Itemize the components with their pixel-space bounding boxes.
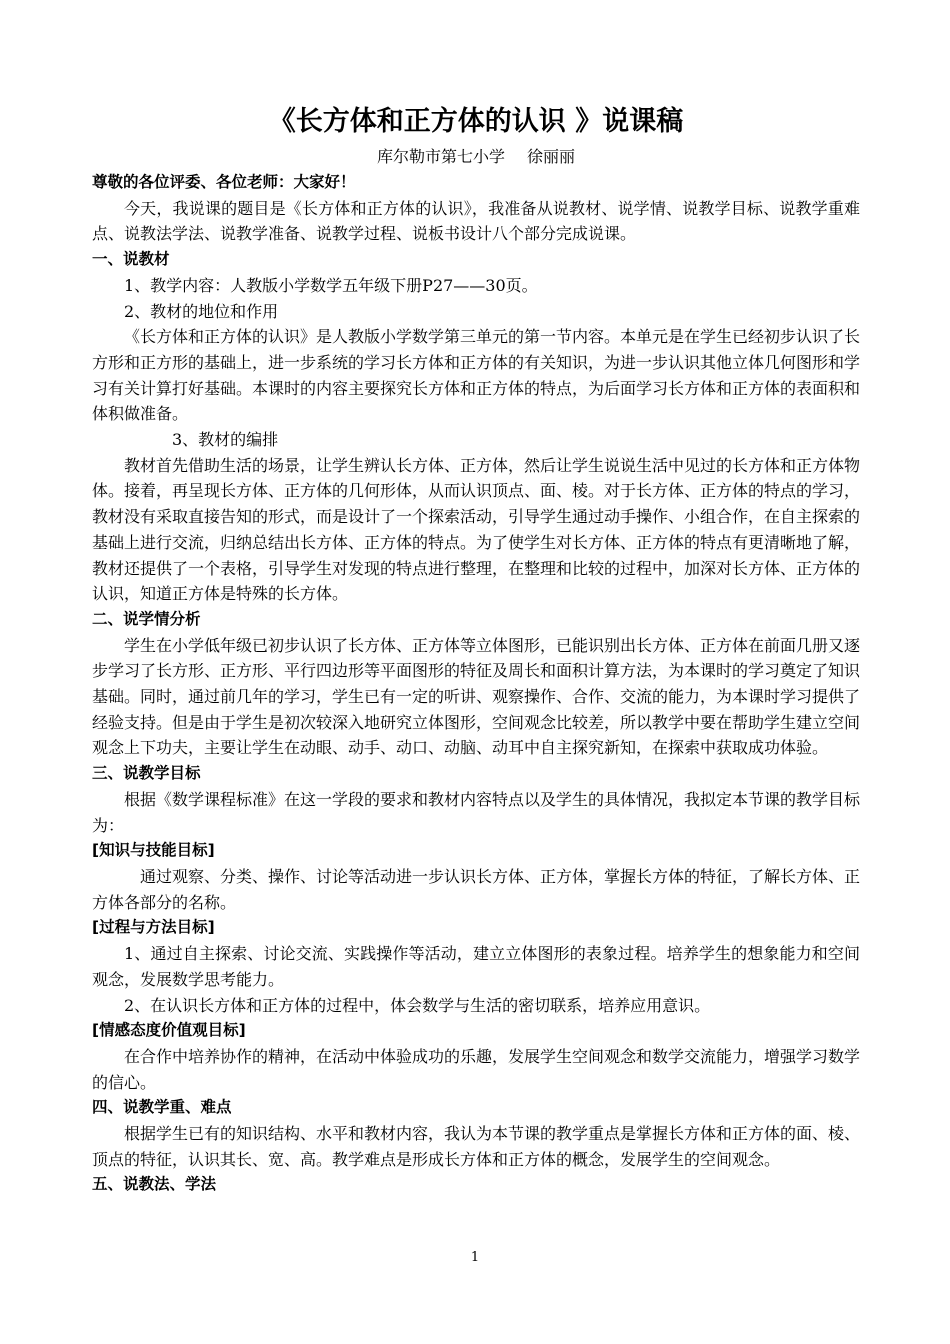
section-4-paragraph: 根据学生已有的知识结构、水平和教材内容，我认为本节课的教学重点是掌握长方体和正方体的面、棱、顶点的特征，认识其长、宽、高。教学难点是形成长方体和正方体的概念，发展学生的空间观念。 [92,1124,861,1169]
author-school: 库尔勒市第七小学 [376,147,505,166]
section-1-item-3: 3、教材的编排 [172,430,279,450]
section-1-heading: 一、说教材 [92,250,170,269]
section-1-item-2: 2、教材的地位和作用 [124,301,279,321]
section-3-paragraph: 根据《数学课程标准》在这一学段的要求和教材内容特点以及学生的具体情况，我拟定本节课的教学目标为： [92,789,861,835]
goal-2-item-1: 1、通过自主探索、讨论交流、实践操作等活动，建立立体图形的表象过程。培养学生的想象能力和空间观念，发展数学思考能力。 [92,944,860,989]
document-body [92,100,860,1198]
goal-2-item-2: 2、在认识长方体和正方体的过程中，体会数学与生活的密切联系，培养应用意识。 [124,995,711,1015]
goal-1-text: 通过观察、分类、操作、讨论等活动进一步认识长方体、正方体，掌握长方体的特征，了解长方体、正方体各部分的名称。 [92,866,861,912]
section-4-heading: 四、说教学重、难点 [92,1098,232,1117]
section-2-heading: 二、说学情分析 [92,609,201,628]
page-number: 1 [470,1250,480,1265]
section-3-heading: 三、说教学目标 [92,764,201,783]
goal-3-text: 在合作中培养协作的精神，在活动中体验成功的乐趣，发展学生空间观念和数学交流能力，增强学习数学的信心。 [92,1046,861,1092]
section-1-item-1: 1、教学内容：人教版小学数学五年级下册P27——30页。 [124,275,538,295]
goal-3-label: [情感态度价值观目标] [92,1021,246,1040]
goal-2-label: [过程与方法目标] [92,918,215,937]
intro-paragraph: 今天，我说课的题目是《长方体和正方体的认识》，我准备从说教材、说学情、说教学目标、说教学重难点、说教法学法、说教学准备、说教学过程、说板书设计八个部分完成说课。 [92,198,860,244]
goal-1-label: [知识与技能目标] [92,841,215,860]
section-1-paragraph-2: 《长方体和正方体的认识》是人教版小学数学第三单元的第一节内容。本单元是在学生已经初步认识了长方形和正方形的基础上，进一步系统的学习长方体和正方体的有关知识，为进一步认识其他立体几何图形和学习有关计算打好基础。本课时的内容主要探究长方体和正方体的特点，为后面学习长方体和正方体的表面积和体积做准备。 [92,327,861,424]
section-1-paragraph-3: 教材首先借助生活的场景，让学生辨认长方体、正方体，然后让学生说说生活中见过的长方体和正方体物体。接着，再呈现长方体、正方体的几何形体，从而认识顶点、面、棱。对于长方体、正方体的特点的学习，教材没有采取直接告知的形式，而是设计了一个探索活动，引导学生通过动手操作、小组合作，在自主探索的基础上进行交流，归纳总结出长方体、正方体的特点。为了使学生对长方体、正方体的特点有更清晰地了解，教材还提供了一个表格，引导学生对发现的特点进行整理，在整理和比较的过程中，加深对长方体、正方体的认识，知道正方体是特殊的长方体。 [92,455,861,604]
greeting: 尊敬的各位评委、各位老师：大家好！ [92,173,356,191]
author-name: 徐丽丽 [527,147,576,166]
section-2-paragraph: 学生在小学低年级已初步认识了长方体、正方体等立体图形，已能识别出长方体、正方体在前面几册又逐步学习了长方形、正方形、平行四边形等平面图形的特征及周长和面积计算方法，为本课时的学习奠定了知识基础。同时，通过前几年的学习，学生已有一定的听讲、观察操作、合作、交流的能力，为本课时学习提供了经验支持。但是由于学生是初次较深入地研究立体图形，空间观念比较差，所以教学中要在帮助学生建立空间观念上下功夫，主要让学生在动眼、动手、动口、动脑、动耳中自主探究新知，在探索中获取成功体验。 [92,635,861,758]
section-5-heading: 五、说教法、学法 [92,1175,217,1194]
author-line [92,144,860,170]
page-title: 《长方体和正方体的认识 》说课稿 [268,106,684,137]
